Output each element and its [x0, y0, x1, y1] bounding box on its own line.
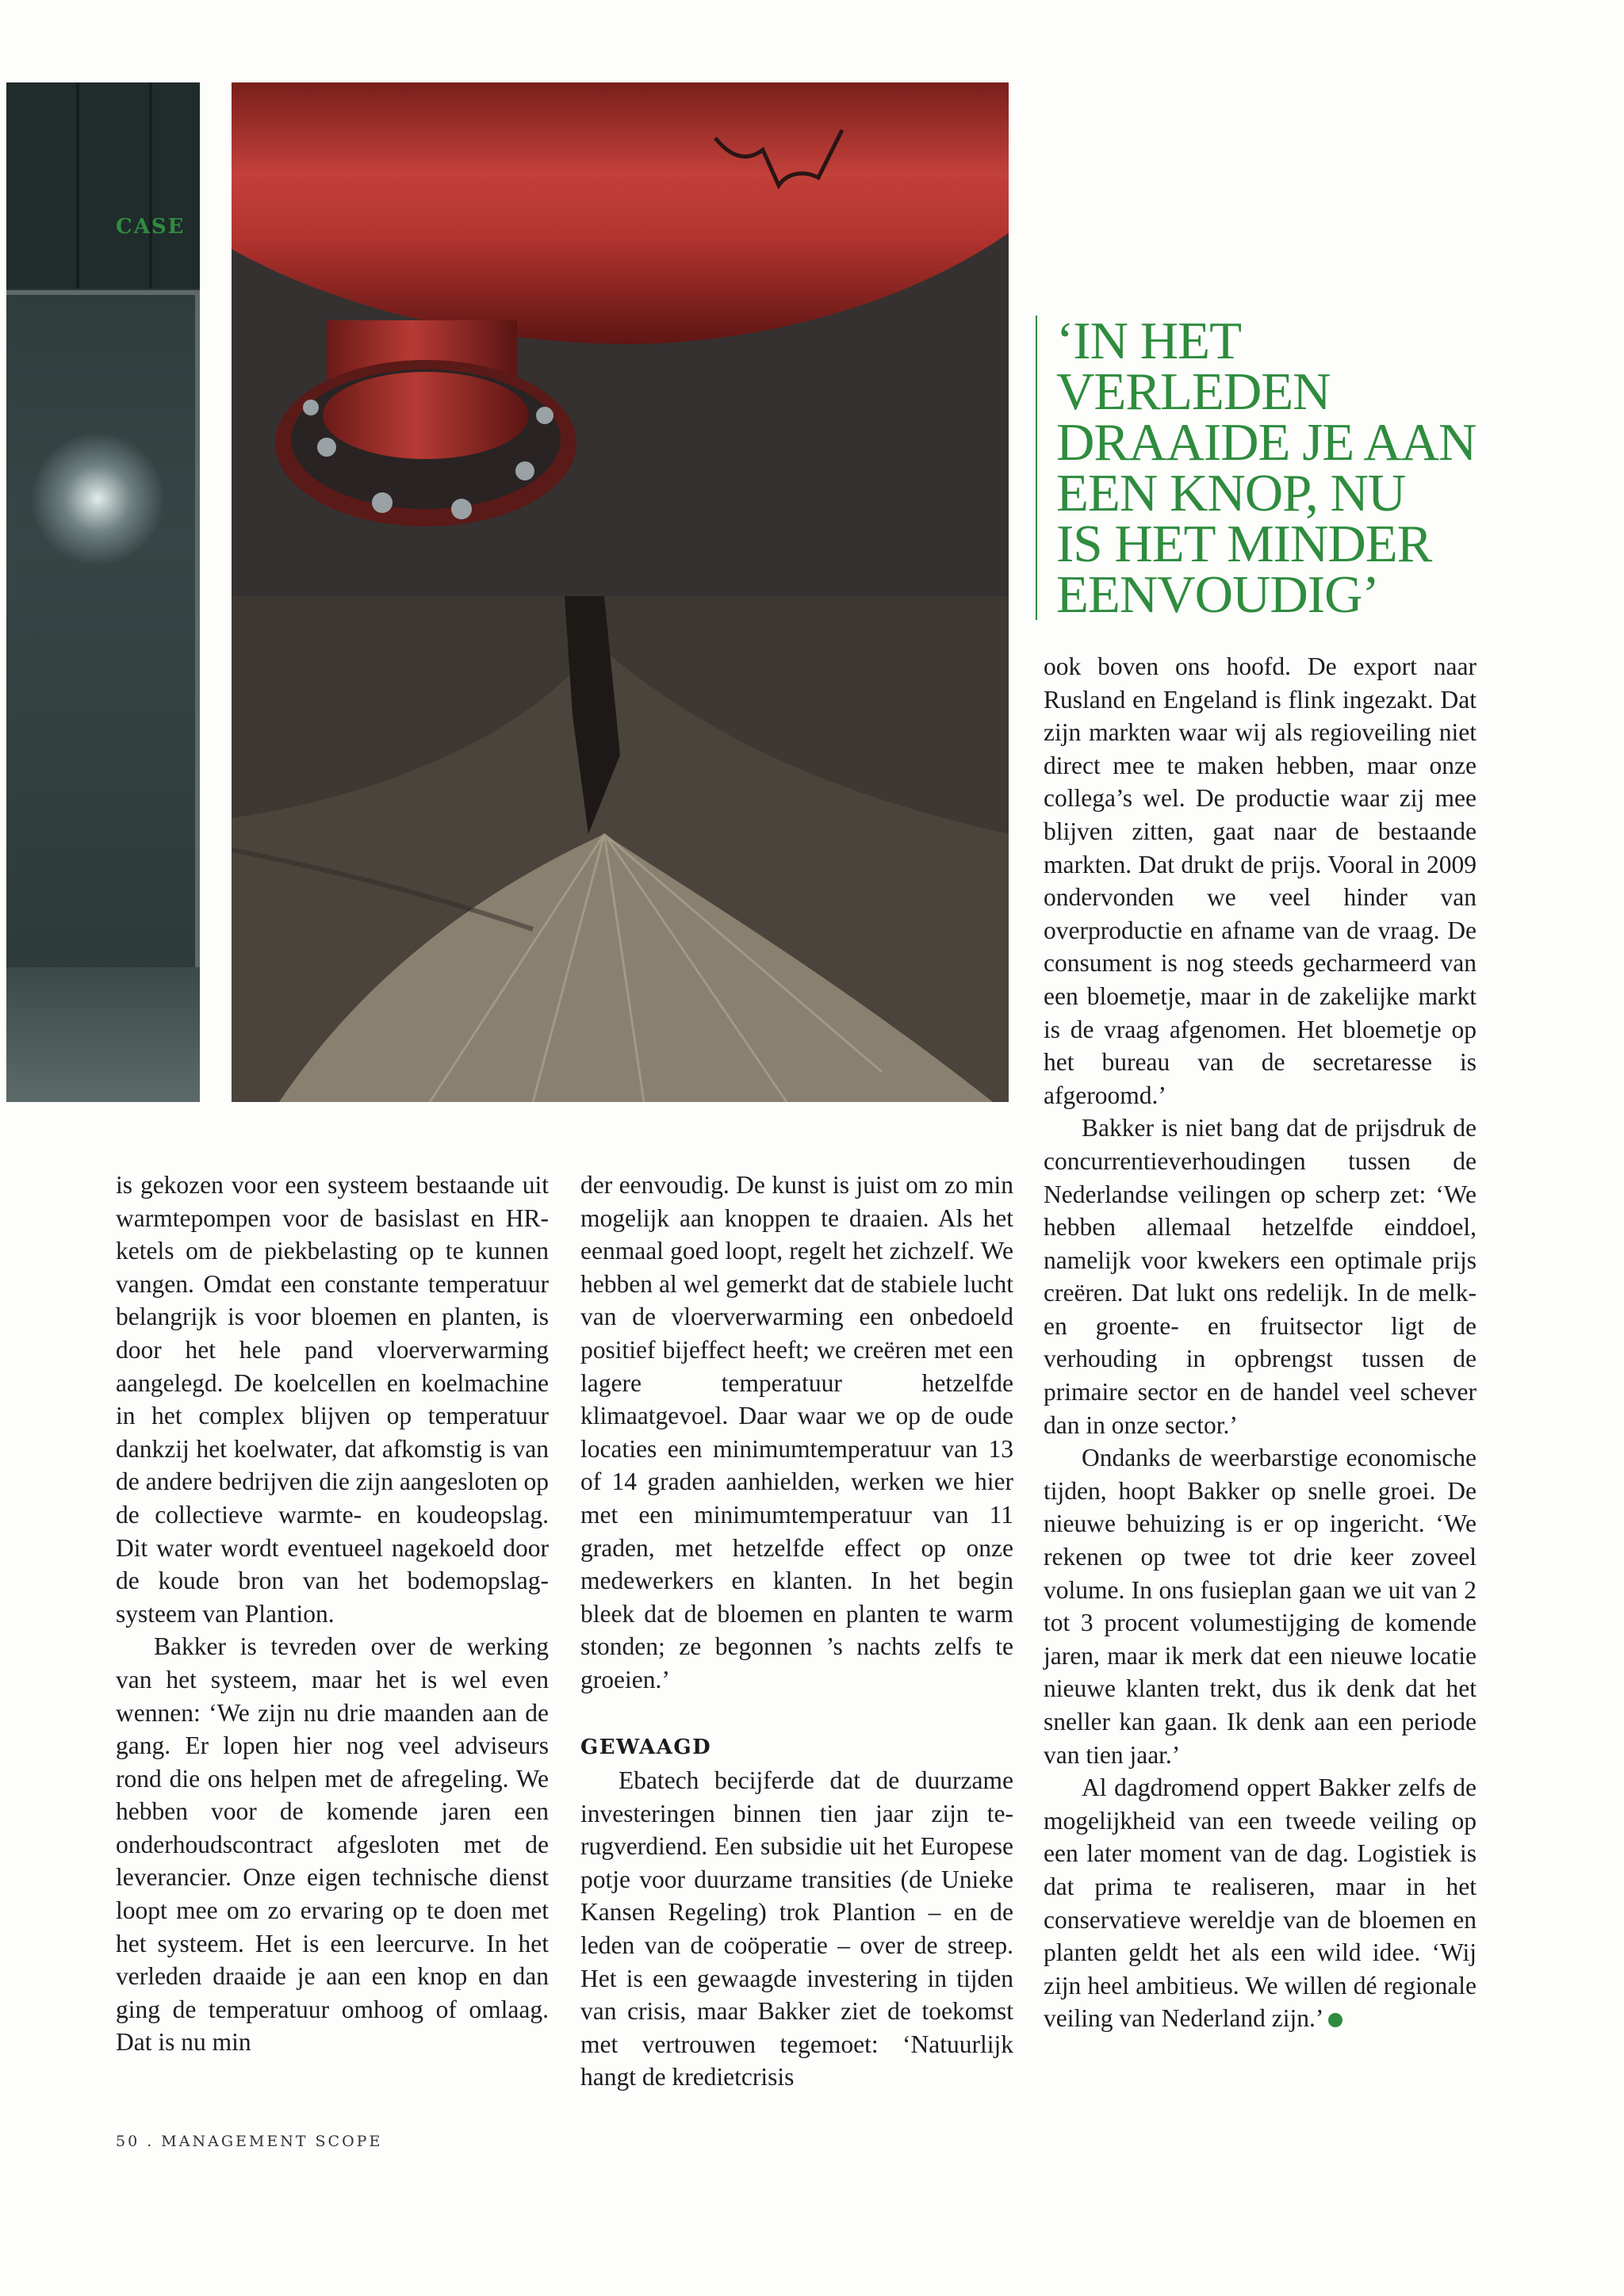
- last-paragraph: [1044, 1771, 1477, 2035]
- subheading: GEWAAGD: [580, 1735, 712, 1759]
- article-column-middle: [580, 1169, 1013, 2094]
- end-mark-icon: [1328, 2013, 1342, 2027]
- paragraph: ook boven ons hoofd. De export naar Rusland en Engeland is flink ingezakt. Dat zijn markten waar wij als regioveiling niet direct mee te maken hebben, maar onze collega’s wel. De productie waar zij mee blijven zitten, gaat naar de bestaande markten. Dat drukt de prijs. Vooral in 2009 ondervonden we veel hinder van overproductie en afname van de vraag. De consument is nog steeds gecharmeerd van een bloemetje, maar in de zakelijke markt is de vraag afgenomen. Het bloemetje op het bureau van de secretaresse is afgeroomd.’: [1044, 652, 1477, 1109]
- article-column-left: [116, 1169, 549, 2059]
- paragraph-text: Al dagdromend oppert Bakker zelfs de mogelijkheid van een tweede veiling op een later moment van de dag. Logistiek is dat prima te realiseren, maar in het conservatieve wereldje van de bloemen en planten geldt het als een wild idee. ‘Wij zijn heel ambitieus. We willen dé regionale veiling van Nederland zijn.’: [1044, 1774, 1477, 2033]
- pull-quote-text: ‘IN HET VERLEDEN DRAAIDE JE AAN EEN KNOP, NU IS HET MINDER EENVOUDIG’: [1056, 312, 1477, 624]
- paragraph: Ebatech becijferde dat de duurzame investeringen binnen tien jaar zijn terugverdiend. Een subsidie uit het Europese potje voor duurzame transities (de Unieke Kansen Regeling) trok Plantion – en de leden van de coöperatie – over de streep. Het is een gewaagde investering in tijden van crisis, maar Bakker ziet de toekomst met vertrouwen tegemoet: ‘Natuurlijk hangt de kredietcrisis: [580, 1766, 1013, 2091]
- paragraph: der eenvoudig. De kunst is juist om zo min mogelijk aan knoppen te draaien. Als het eenmaal goed loopt, regelt het zichzelf. We hebben al wel gemerkt dat de stabiele lucht van de vloerverwarming een onbedoeld positief bijeffect heeft; we creëren met een lagere temperatuur hetzelfde klimaatgevoel. Daar waar we op de oude locaties een minimumtemperatuur van 13 of 14 graden aanhielden, werken we hier met een minimumtemperatuur van 11 graden, met hetzelfde effect op onze medewerkers en klanten. In het begin bleek dat de bloemen en planten te warm stonden; ze begonnen ’s nachts zelfs te groeien.’: [580, 1171, 1013, 1693]
- paragraph: Bakker is tevreden over de werking van het systeem, maar het is wel even wennen: ‘We zijn nu drie maanden aan de gang. Er lopen hier nog veel adviseurs rond die ons helpen met de afregeling. We hebben voor de komende jaren een onderhoudscontract afgesloten met de leverancier. Onze eigen technische dienst loopt mee om zo ervaring op te doen met het systeem. Het is een leercurve. In het verleden draaide je aan een knop en dan ging de temperatuur omhoog of omlaag. Dat is nu min: [116, 1632, 549, 2057]
- section-label: CASE: [116, 215, 186, 239]
- page-footer: 50 . MANAGEMENT SCOPE: [116, 2133, 383, 2150]
- paragraph: Bakker is niet bang dat de prijsdruk de concurrentieverhoudingen tussen de Nederlandse veilingen op scherp zet: ‘We hebben allemaal hetzelfde einddoel, namelijk voor kwekers een optimale prijs creëren. Dat lukt ons redelijk. In de melk- en groente- en fruitsector ligt de verhouding in opbrengst tussen de primaire sector en de handel veel schever dan in onze sector.’: [1044, 1114, 1477, 1439]
- soil-photo: [232, 596, 1009, 1102]
- pull-quote: [1036, 312, 1500, 624]
- paragraph: is gekozen voor een systeem bestaande uit warmtepompen voor de basislast en HR-ketels om de piekbelasting op te kunnen vangen. Omdat een constante temperatuur belangrijk is voor bloemen en planten, is door het hele pand vloerverwarming aangelegd. De koelcellen en koelmachine in het complex blijven op temperatuur dankzij het koelwater, dat afkomstig is van de andere bedrijven die zijn aangesloten op de collectieve warmte- en koudeopslag. Dit water wordt eventueel nagekoeld door de koude bron van het bodemopslagsysteem van Plantion.: [116, 1171, 549, 1628]
- pipe-photo: [232, 82, 1009, 596]
- paragraph: Ondanks de weerbarstige economische tijden, hoopt Bakker op snelle groei. De nieuwe behuizing is er op ingericht. ‘We rekenen op twee tot drie keer zoveel volume. In ons fusieplan gaan we uit van 2 tot 3 procent volumestijging de komende jaren, maar ik merk dat een nieuwe locatie nieuwe klanten trekt, dus ik denk dat het sneller kan gaan. Ik denk aan een periode van tien jaar.’: [1044, 1444, 1477, 1769]
- article-column-right: [1044, 650, 1477, 2035]
